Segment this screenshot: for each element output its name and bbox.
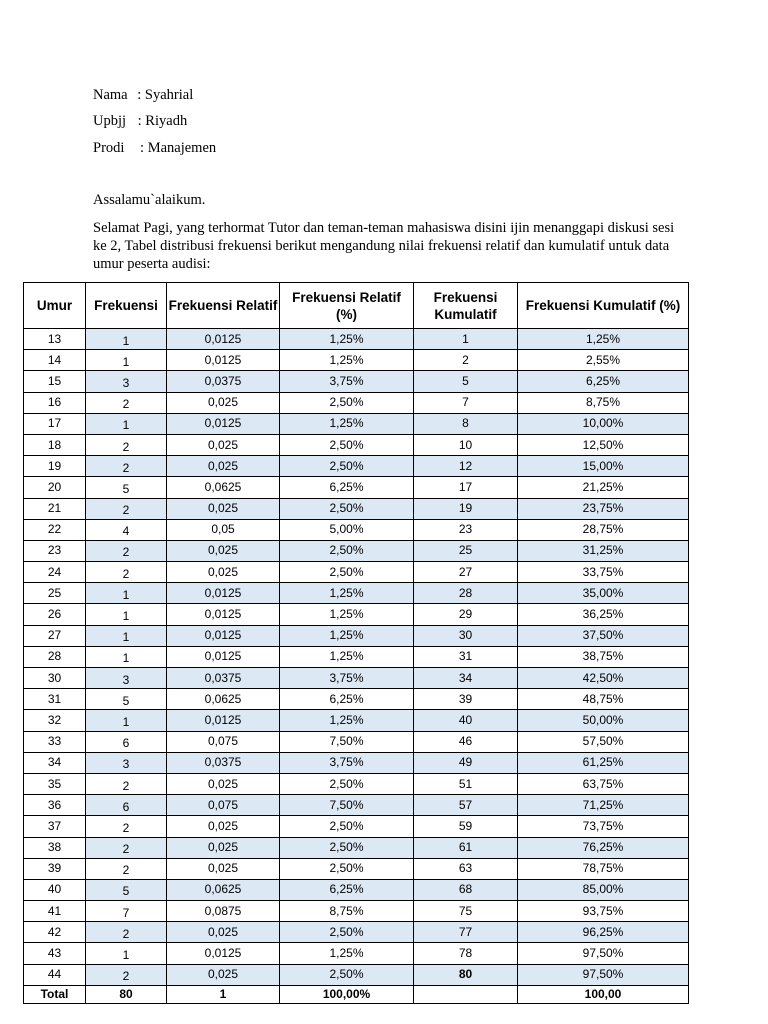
table-row (24, 689, 689, 710)
cell-umur: 19 (24, 456, 86, 477)
table-row (24, 604, 689, 625)
cell-frekuensi: 3 (86, 752, 167, 773)
table-row (24, 371, 689, 392)
cell-frekuensi: 2 (86, 837, 167, 858)
cell-frekuensi-kumulatif-persen: 35,00% (518, 583, 689, 604)
cell-frekuensi-relatif: 0,0625 (167, 477, 280, 498)
cell-frekuensi-kumulatif: 68 (414, 879, 518, 900)
total-frekuensi-relatif: 1 (167, 985, 280, 1003)
table-row (24, 434, 689, 455)
cell-frekuensi-relatif-persen: 6,25% (280, 689, 414, 710)
cell-frekuensi-relatif-persen: 1,25% (280, 350, 414, 371)
cell-frekuensi: 2 (86, 964, 167, 985)
cell-umur: 27 (24, 625, 86, 646)
cell-frekuensi-relatif-persen: 6,25% (280, 879, 414, 900)
cell-frekuensi-kumulatif: 40 (414, 710, 518, 731)
cell-frekuensi-kumulatif-persen: 28,75% (518, 519, 689, 540)
cell-frekuensi-kumulatif: 51 (414, 773, 518, 794)
cell-frekuensi-relatif: 0,025 (167, 392, 280, 413)
cell-umur: 30 (24, 668, 86, 689)
cell-frekuensi-relatif-persen: 2,50% (280, 858, 414, 879)
cell-frekuensi: 1 (86, 413, 167, 434)
cell-frekuensi-kumulatif: 27 (414, 562, 518, 583)
table-row (24, 773, 689, 794)
cell-umur: 28 (24, 646, 86, 667)
cell-frekuensi: 2 (86, 922, 167, 943)
cell-frekuensi-relatif-persen: 1,25% (280, 943, 414, 964)
cell-frekuensi-kumulatif-persen: 76,25% (518, 837, 689, 858)
cell-frekuensi-relatif: 0,025 (167, 562, 280, 583)
table-row (24, 943, 689, 964)
cell-frekuensi-kumulatif-persen: 33,75% (518, 562, 689, 583)
cell-frekuensi-kumulatif: 63 (414, 858, 518, 879)
cell-frekuensi-kumulatif-persen: 38,75% (518, 646, 689, 667)
cell-frekuensi-relatif-persen: 8,75% (280, 901, 414, 922)
cell-umur: 40 (24, 879, 86, 900)
cell-frekuensi-kumulatif: 5 (414, 371, 518, 392)
cell-umur: 13 (24, 329, 86, 350)
cell-frekuensi-kumulatif-persen: 63,75% (518, 773, 689, 794)
cell-frekuensi: 3 (86, 668, 167, 689)
table-body (24, 329, 689, 986)
cell-frekuensi-relatif: 0,025 (167, 498, 280, 519)
cell-frekuensi-relatif: 0,0125 (167, 710, 280, 731)
cell-frekuensi-kumulatif: 75 (414, 901, 518, 922)
cell-frekuensi-relatif: 0,025 (167, 540, 280, 561)
cell-frekuensi-relatif: 0,0625 (167, 689, 280, 710)
table-row (24, 646, 689, 667)
cell-frekuensi-kumulatif-persen: 23,75% (518, 498, 689, 519)
table-header-row (24, 283, 689, 329)
cell-frekuensi-kumulatif-persen: 36,25% (518, 604, 689, 625)
cell-frekuensi-relatif-persen: 2,50% (280, 773, 414, 794)
cell-frekuensi: 2 (86, 456, 167, 477)
cell-frekuensi-relatif-persen: 3,75% (280, 668, 414, 689)
cell-frekuensi: 1 (86, 604, 167, 625)
cell-frekuensi-relatif-persen: 2,50% (280, 837, 414, 858)
table-total-row (24, 985, 689, 1003)
frequency-distribution-table (23, 282, 689, 1004)
cell-frekuensi-kumulatif: 57 (414, 795, 518, 816)
cell-umur: 15 (24, 371, 86, 392)
table-row (24, 710, 689, 731)
total-frekuensi-kumulatif (414, 985, 518, 1003)
cell-frekuensi-relatif-persen: 5,00% (280, 519, 414, 540)
cell-umur: 26 (24, 604, 86, 625)
cell-umur: 38 (24, 837, 86, 858)
cell-frekuensi-kumulatif: 12 (414, 456, 518, 477)
cell-frekuensi-relatif-persen: 3,75% (280, 752, 414, 773)
cell-frekuensi-kumulatif-persen: 50,00% (518, 710, 689, 731)
cell-frekuensi-kumulatif: 17 (414, 477, 518, 498)
cell-frekuensi-kumulatif: 19 (414, 498, 518, 519)
cell-frekuensi-kumulatif-persen: 85,00% (518, 879, 689, 900)
table-row (24, 583, 689, 604)
cell-frekuensi-relatif-persen: 1,25% (280, 710, 414, 731)
cell-frekuensi-kumulatif: 8 (414, 413, 518, 434)
cell-frekuensi-relatif: 0,0875 (167, 901, 280, 922)
cell-umur: 24 (24, 562, 86, 583)
cell-frekuensi-relatif-persen: 1,25% (280, 646, 414, 667)
prodi-label: Prodi (93, 140, 125, 156)
cell-frekuensi-relatif-persen: 2,50% (280, 456, 414, 477)
cell-frekuensi: 6 (86, 731, 167, 752)
cell-frekuensi: 2 (86, 858, 167, 879)
cell-frekuensi-relatif-persen: 7,50% (280, 731, 414, 752)
cell-frekuensi-kumulatif-persen: 21,25% (518, 477, 689, 498)
cell-frekuensi-kumulatif-persen: 12,50% (518, 434, 689, 455)
cell-frekuensi-kumulatif-persen: 48,75% (518, 689, 689, 710)
cell-frekuensi-relatif-persen: 1,25% (280, 413, 414, 434)
total-frekuensi-kumulatif-persen: 100,00 (518, 985, 689, 1003)
cell-umur: 14 (24, 350, 86, 371)
cell-frekuensi: 2 (86, 773, 167, 794)
nama-value: : Syahrial (137, 87, 194, 103)
cell-frekuensi-kumulatif-persen: 71,25% (518, 795, 689, 816)
cell-frekuensi-relatif-persen: 2,50% (280, 922, 414, 943)
cell-frekuensi-relatif-persen: 3,75% (280, 371, 414, 392)
cell-frekuensi-relatif: 0,025 (167, 434, 280, 455)
table-row (24, 922, 689, 943)
table-row (24, 477, 689, 498)
cell-frekuensi: 3 (86, 371, 167, 392)
table-row (24, 901, 689, 922)
info-prodi (93, 140, 216, 157)
cell-frekuensi-kumulatif: 29 (414, 604, 518, 625)
table-row (24, 752, 689, 773)
cell-frekuensi-relatif-persen: 6,25% (280, 477, 414, 498)
cell-umur: 42 (24, 922, 86, 943)
cell-frekuensi: 5 (86, 879, 167, 900)
cell-umur: 33 (24, 731, 86, 752)
greeting: Assalamu`alaikum. (93, 192, 206, 208)
cell-frekuensi-relatif: 0,0125 (167, 625, 280, 646)
table-row (24, 413, 689, 434)
table-row (24, 879, 689, 900)
cell-umur: 37 (24, 816, 86, 837)
cell-frekuensi-relatif-persen: 2,50% (280, 964, 414, 985)
total-frekuensi-relatif-persen: 100,00% (280, 985, 414, 1003)
cell-frekuensi-kumulatif: 31 (414, 646, 518, 667)
cell-umur: 23 (24, 540, 86, 561)
cell-frekuensi-relatif: 0,025 (167, 964, 280, 985)
cell-frekuensi-relatif-persen: 2,50% (280, 816, 414, 837)
cell-frekuensi-kumulatif-persen: 78,75% (518, 858, 689, 879)
cell-frekuensi-relatif-persen: 2,50% (280, 562, 414, 583)
col-header-frekuensi: Frekuensi (86, 283, 167, 329)
col-header-frekuensi-kumulatif-persen: Frekuensi Kumulatif (%) (518, 283, 689, 329)
col-header-umur: Umur (24, 283, 86, 329)
cell-frekuensi-relatif: 0,0125 (167, 350, 280, 371)
cell-frekuensi-kumulatif: 7 (414, 392, 518, 413)
cell-frekuensi-kumulatif-persen: 6,25% (518, 371, 689, 392)
cell-frekuensi-relatif: 0,0375 (167, 668, 280, 689)
cell-frekuensi-relatif: 0,0125 (167, 583, 280, 604)
cell-frekuensi-kumulatif-persen: 73,75% (518, 816, 689, 837)
cell-frekuensi-kumulatif: 23 (414, 519, 518, 540)
upbjj-value: : Riyadh (137, 113, 188, 129)
cell-frekuensi: 2 (86, 434, 167, 455)
cell-frekuensi: 2 (86, 498, 167, 519)
cell-frekuensi-relatif-persen: 1,25% (280, 625, 414, 646)
table-row (24, 837, 689, 858)
cell-umur: 39 (24, 858, 86, 879)
cell-frekuensi: 1 (86, 350, 167, 371)
cell-frekuensi-kumulatif: 39 (414, 689, 518, 710)
cell-frekuensi-relatif: 0,025 (167, 773, 280, 794)
cell-frekuensi-kumulatif: 34 (414, 668, 518, 689)
cell-frekuensi: 1 (86, 329, 167, 350)
info-upbjj (93, 113, 187, 130)
cell-frekuensi: 7 (86, 901, 167, 922)
cell-frekuensi-kumulatif-persen: 42,50% (518, 668, 689, 689)
cell-frekuensi-kumulatif: 59 (414, 816, 518, 837)
table-row (24, 562, 689, 583)
cell-umur: 16 (24, 392, 86, 413)
cell-frekuensi-kumulatif-persen: 2,55% (518, 350, 689, 371)
cell-frekuensi-kumulatif: 49 (414, 752, 518, 773)
cell-frekuensi-kumulatif-persen: 97,50% (518, 964, 689, 985)
intro-paragraph: Selamat Pagi, yang terhormat Tutor dan teman-teman mahasiswa disini ijin menanggapi diskusi sesi ke 2, Tabel distribusi frekuensi berikut mengandung nilai frekuensi relatif dan kumulatif untuk data umur peserta audisi: (93, 220, 675, 272)
cell-frekuensi: 6 (86, 795, 167, 816)
table-row (24, 392, 689, 413)
cell-frekuensi-relatif: 0,025 (167, 922, 280, 943)
table-row (24, 964, 689, 985)
cell-umur: 43 (24, 943, 86, 964)
cell-umur: 18 (24, 434, 86, 455)
cell-frekuensi-relatif: 0,0125 (167, 646, 280, 667)
table-row (24, 350, 689, 371)
cell-frekuensi-relatif-persen: 2,50% (280, 434, 414, 455)
cell-frekuensi: 2 (86, 392, 167, 413)
cell-frekuensi: 5 (86, 689, 167, 710)
cell-frekuensi-relatif: 0,0625 (167, 879, 280, 900)
cell-frekuensi-relatif: 0,0125 (167, 604, 280, 625)
cell-umur: 32 (24, 710, 86, 731)
cell-frekuensi-relatif-persen: 1,25% (280, 329, 414, 350)
cell-frekuensi: 4 (86, 519, 167, 540)
cell-frekuensi-kumulatif: 10 (414, 434, 518, 455)
table-row (24, 456, 689, 477)
total-label: Total (24, 985, 86, 1003)
table-row (24, 668, 689, 689)
prodi-value: : Manajemen (140, 140, 217, 156)
nama-label: Nama (93, 87, 128, 103)
info-nama (93, 87, 193, 104)
cell-frekuensi: 1 (86, 710, 167, 731)
cell-frekuensi-kumulatif-persen: 37,50% (518, 625, 689, 646)
cell-frekuensi-kumulatif-persen: 93,75% (518, 901, 689, 922)
cell-frekuensi-relatif: 0,0125 (167, 329, 280, 350)
cell-frekuensi-kumulatif: 1 (414, 329, 518, 350)
cell-frekuensi-kumulatif: 25 (414, 540, 518, 561)
cell-frekuensi-kumulatif-persen: 61,25% (518, 752, 689, 773)
cell-umur: 25 (24, 583, 86, 604)
upbjj-label: Upbjj (93, 113, 127, 129)
cell-frekuensi-kumulatif-persen: 97,50% (518, 943, 689, 964)
cell-frekuensi: 2 (86, 816, 167, 837)
cell-umur: 31 (24, 689, 86, 710)
cell-umur: 34 (24, 752, 86, 773)
cell-frekuensi-kumulatif: 78 (414, 943, 518, 964)
cell-umur: 20 (24, 477, 86, 498)
table-row (24, 795, 689, 816)
cell-frekuensi: 2 (86, 562, 167, 583)
col-header-frekuensi-relatif: Frekuensi Relatif (167, 283, 280, 329)
cell-frekuensi-kumulatif: 2 (414, 350, 518, 371)
cell-frekuensi-relatif: 0,025 (167, 816, 280, 837)
table-row (24, 858, 689, 879)
cell-frekuensi-relatif: 0,075 (167, 731, 280, 752)
cell-frekuensi: 1 (86, 625, 167, 646)
cell-frekuensi-kumulatif-persen: 31,25% (518, 540, 689, 561)
cell-umur: 36 (24, 795, 86, 816)
cell-frekuensi-kumulatif-persen: 96,25% (518, 922, 689, 943)
cell-frekuensi-relatif-persen: 1,25% (280, 604, 414, 625)
cell-frekuensi-relatif: 0,05 (167, 519, 280, 540)
cell-frekuensi-relatif: 0,0375 (167, 371, 280, 392)
col-header-frekuensi-relatif-persen: Frekuensi Relatif (%) (280, 283, 414, 329)
cell-frekuensi-kumulatif-persen: 15,00% (518, 456, 689, 477)
cell-frekuensi-kumulatif: 61 (414, 837, 518, 858)
cell-frekuensi-relatif-persen: 2,50% (280, 540, 414, 561)
cell-frekuensi: 1 (86, 583, 167, 604)
cell-frekuensi: 5 (86, 477, 167, 498)
cell-frekuensi: 2 (86, 540, 167, 561)
cell-frekuensi-kumulatif: 77 (414, 922, 518, 943)
cell-frekuensi-kumulatif: 30 (414, 625, 518, 646)
cell-frekuensi-kumulatif: 80 (414, 964, 518, 985)
cell-frekuensi: 1 (86, 943, 167, 964)
cell-frekuensi-relatif: 0,025 (167, 456, 280, 477)
table-row (24, 329, 689, 350)
cell-frekuensi-relatif: 0,0125 (167, 413, 280, 434)
cell-frekuensi-kumulatif-persen: 8,75% (518, 392, 689, 413)
cell-frekuensi-kumulatif-persen: 10,00% (518, 413, 689, 434)
cell-umur: 17 (24, 413, 86, 434)
table-row (24, 816, 689, 837)
cell-frekuensi-relatif-persen: 2,50% (280, 392, 414, 413)
cell-frekuensi-relatif: 0,025 (167, 837, 280, 858)
cell-frekuensi-relatif: 0,025 (167, 858, 280, 879)
cell-frekuensi-relatif: 0,075 (167, 795, 280, 816)
table-row (24, 625, 689, 646)
cell-frekuensi-relatif: 0,0375 (167, 752, 280, 773)
cell-umur: 44 (24, 964, 86, 985)
cell-frekuensi-relatif-persen: 2,50% (280, 498, 414, 519)
cell-frekuensi-relatif-persen: 7,50% (280, 795, 414, 816)
table-row (24, 540, 689, 561)
cell-frekuensi-relatif-persen: 1,25% (280, 583, 414, 604)
table-row (24, 519, 689, 540)
cell-umur: 41 (24, 901, 86, 922)
cell-frekuensi-kumulatif-persen: 1,25% (518, 329, 689, 350)
cell-frekuensi-kumulatif: 28 (414, 583, 518, 604)
cell-frekuensi-kumulatif: 46 (414, 731, 518, 752)
table-row (24, 498, 689, 519)
col-header-frekuensi-kumulatif: Frekuensi Kumulatif (414, 283, 518, 329)
cell-frekuensi-kumulatif-persen: 57,50% (518, 731, 689, 752)
cell-frekuensi-relatif: 0,0125 (167, 943, 280, 964)
cell-umur: 21 (24, 498, 86, 519)
cell-umur: 35 (24, 773, 86, 794)
cell-frekuensi: 1 (86, 646, 167, 667)
table-row (24, 731, 689, 752)
cell-umur: 22 (24, 519, 86, 540)
total-frekuensi: 80 (86, 985, 167, 1003)
